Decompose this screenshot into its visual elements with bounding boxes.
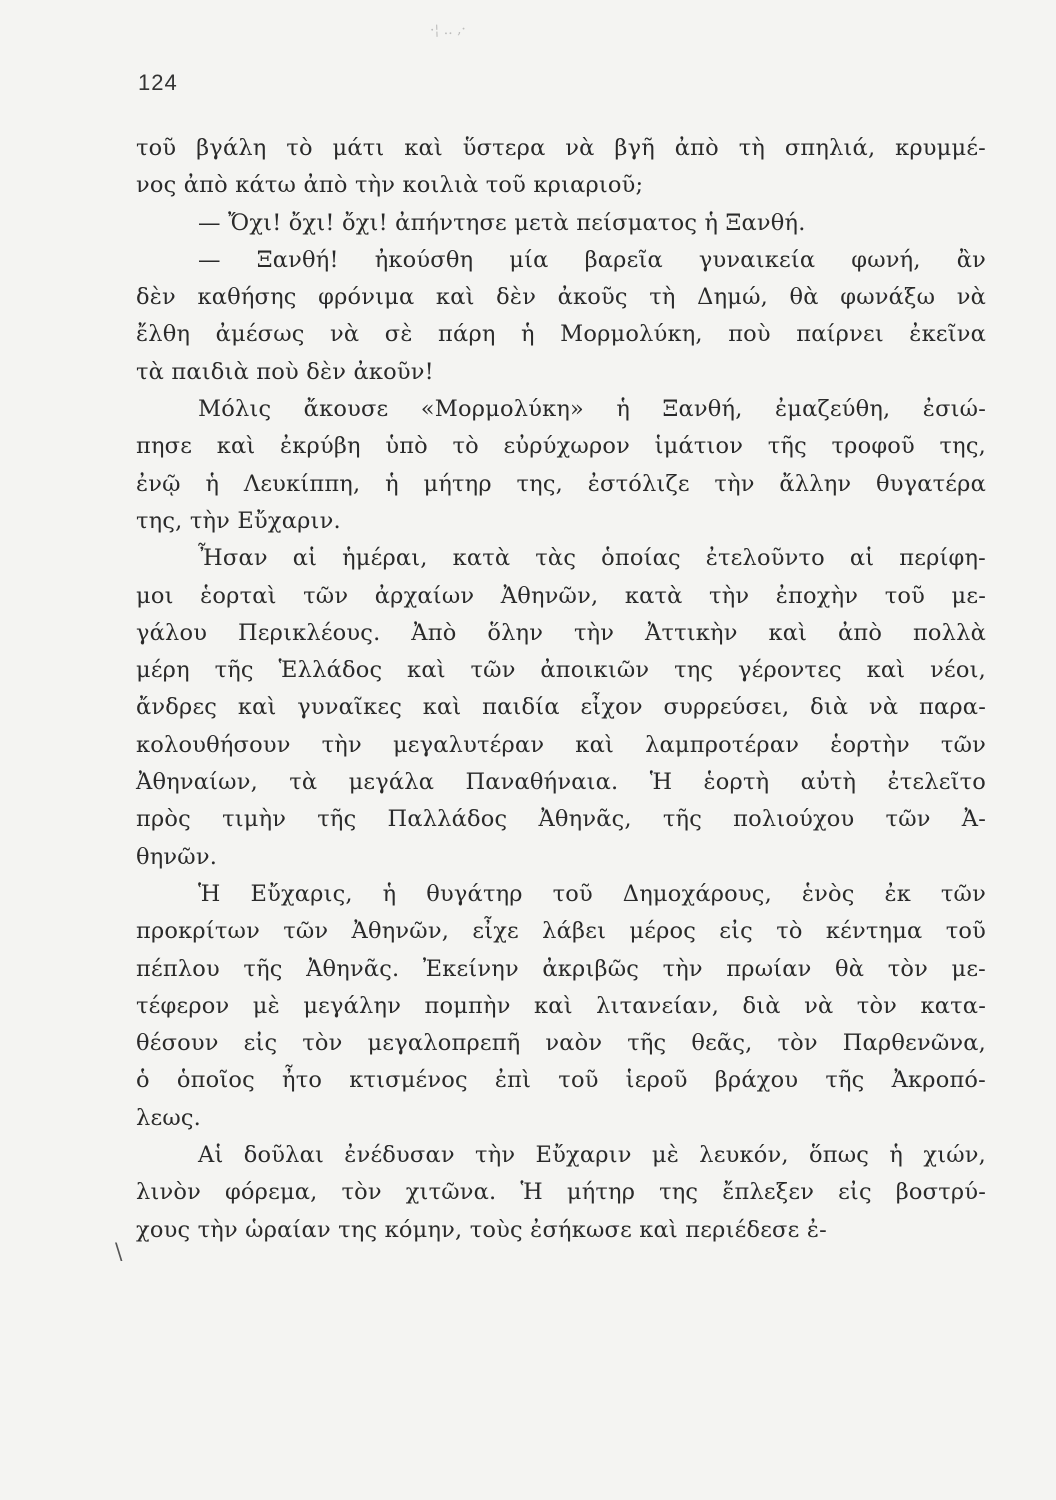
text-line: τὰ παιδιὰ ποὺ δὲν ἀκοῦν! bbox=[136, 358, 434, 385]
paragraph bbox=[136, 540, 986, 876]
text-line: μέρη τῆς Ἑλλάδος καὶ τῶν ἀποικιῶν της γέροντες καὶ νέοι, bbox=[136, 657, 986, 684]
text-line: Αἱ δοῦλαι ἐνέδυσαν τὴν Εὔχαριν μὲ λευκόν, ὅπως ἡ χιών, bbox=[198, 1142, 986, 1169]
paragraph bbox=[136, 876, 986, 1137]
text-line: — Ξανθή! ἠκούσθη μία βαρεῖα γυναικεία φωνή, ἂν bbox=[198, 246, 986, 273]
paragraph bbox=[136, 130, 986, 205]
text-line: ὁ ὁποῖος ἦτο κτισμένος ἐπὶ τοῦ ἱεροῦ βράχου τῆς Ἀκροπό- bbox=[136, 1067, 986, 1094]
text-line: δὲν καθήσης φρόνιμα καὶ δὲν ἀκοῦς τὴ Δημώ, θὰ φωνάξω νὰ bbox=[136, 284, 986, 311]
text-line: — Ὄχι! ὄχι! ὄχι! ἀπήντησε μετὰ πείσματος ἡ Ξανθή. bbox=[198, 209, 806, 236]
text-body bbox=[136, 130, 986, 1249]
text-line: λινὸν φόρεμα, τὸν χιτῶνα. Ἡ μήτηρ της ἔπλεξεν εἰς βοστρύ- bbox=[136, 1179, 986, 1206]
text-line: μοι ἑορταὶ τῶν ἀρχαίων Ἀθηνῶν, κατὰ τὴν ἐποχὴν τοῦ με- bbox=[136, 582, 986, 609]
page-number: 124 bbox=[138, 70, 178, 95]
text-line: πρὸς τιμὴν τῆς Παλλάδος Ἀθηνᾶς, τῆς πολιούχου τῶν Ἀ- bbox=[136, 806, 986, 833]
text-line: Ἦσαν αἱ ἡμέραι, κατὰ τὰς ὁποίας ἐτελοῦντο αἱ περίφη- bbox=[198, 545, 986, 572]
paragraph bbox=[136, 242, 986, 391]
text-line: θέσουν εἰς τὸν μεγαλοπρεπῆ ναὸν τῆς θεᾶς, τὸν Παρθενῶνα, bbox=[136, 1030, 986, 1057]
text-line: λεως. bbox=[136, 1104, 202, 1131]
text-line: κολουθήσουν τὴν μεγαλυτέραν καὶ λαμπροτέραν ἑορτὴν τῶν bbox=[136, 731, 986, 758]
text-line: θηνῶν. bbox=[136, 843, 218, 870]
top-smudge-mark: ·¦ .. ,· bbox=[429, 21, 467, 39]
text-line: της, τὴν Εὔχαριν. bbox=[136, 507, 341, 534]
text-line: ἄνδρες καὶ γυναῖκες καὶ παιδία εἶχον συρρεύσει, διὰ νὰ παρα- bbox=[136, 694, 986, 721]
text-line: τοῦ βγάλη τὸ μάτι καὶ ὕστερα νὰ βγῆ ἀπὸ τὴ σπηλιά, κρυμμέ- bbox=[136, 135, 986, 161]
text-line: γάλου Περικλέους. Ἀπὸ ὅλην τὴν Ἀττικὴν καὶ ἀπὸ πολλὰ bbox=[136, 619, 986, 646]
text-line: προκρίτων τῶν Ἀθηνῶν, εἶχε λάβει μέρος εἰς τὸ κέντημα τοῦ bbox=[136, 918, 986, 945]
paragraph bbox=[136, 391, 986, 540]
text-line: Μόλις ἄκουσε «Μορμολύκη» ἡ Ξανθή, ἐμαζεύθη, ἐσιώ- bbox=[198, 396, 986, 423]
text-line: Ἡ Εὔχαρις, ἡ θυγάτηρ τοῦ Δημοχάρους, ἑνὸς ἐκ τῶν bbox=[198, 880, 986, 907]
text-line: Ἀθηναίων, τὰ μεγάλα Παναθήναια. Ἡ ἑορτὴ αὐτὴ ἐτελεῖτο bbox=[136, 769, 986, 796]
text-line: νος ἀπὸ κάτω ἀπὸ τὴν κοιλιὰ τοῦ κριαριοῦ; bbox=[136, 172, 644, 199]
paragraph bbox=[136, 1137, 986, 1249]
text-line: πησε καὶ ἐκρύβη ὑπὸ τὸ εὐρύχωρον ἱμάτιον τῆς τροφοῦ της, bbox=[136, 433, 986, 460]
text-line: ἔλθη ἀμέσως νὰ σὲ πάρη ἡ Μορμολύκη, ποὺ παίρνει ἐκεῖνα bbox=[136, 321, 986, 348]
text-line: πέπλου τῆς Ἀθηνᾶς. Ἐκείνην ἀκριβῶς τὴν πρωίαν θὰ τὸν με- bbox=[136, 955, 986, 982]
margin-mark: \ bbox=[115, 1240, 123, 1265]
text-line: ἐνῷ ἡ Λευκίππη, ἡ μήτηρ της, ἐστόλιζε τὴν ἄλλην θυγατέρα bbox=[136, 470, 986, 497]
paragraph bbox=[136, 205, 986, 242]
text-line: χους τὴν ὡραίαν της κόμην, τοὺς ἐσήκωσε καὶ περιέδεσε ἐ- bbox=[136, 1216, 827, 1243]
text-line: τέφερον μὲ μεγάλην πομπὴν καὶ λιτανείαν, διὰ νὰ τὸν κατα- bbox=[136, 992, 986, 1019]
